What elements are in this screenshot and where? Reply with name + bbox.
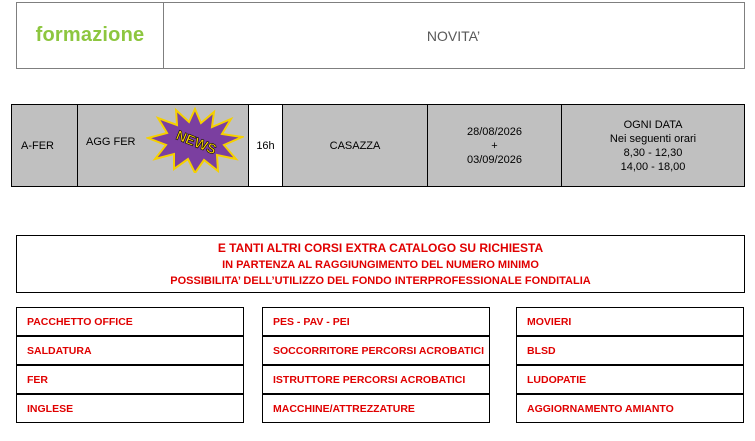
list-item: FER: [16, 365, 244, 394]
course-hours: 16h: [249, 105, 283, 186]
news-badge-text: NEWS: [173, 126, 219, 158]
list-item: INGLESE: [16, 394, 244, 423]
schedule-subtitle: Nei seguenti orari: [609, 132, 697, 145]
course-schedule: [562, 105, 744, 186]
list-item: MOVIERI: [516, 307, 744, 336]
schedule-title: OGNI DATA: [623, 118, 683, 131]
list-item: PES - PAV - PEI: [262, 307, 490, 336]
date-end: 03/09/2026: [466, 153, 523, 166]
list-item: BLSD: [516, 336, 744, 365]
list-item: LUDOPATIE: [516, 365, 744, 394]
schedule-afternoon: 14,00 - 18,00: [620, 160, 686, 173]
extra-courses-column-2: [262, 307, 490, 423]
course-name-cell: [78, 105, 249, 186]
date-separator: +: [491, 139, 498, 152]
course-dates: [428, 105, 562, 186]
course-place: CASAZZA: [283, 105, 428, 186]
news-badge-icon: [146, 107, 244, 173]
list-item: AGGIORNAMENTO AMIANTO: [516, 394, 744, 423]
course-name: AGG FER: [86, 136, 136, 148]
banner-line-2: IN PARTENZA AL RAGGIUNGIMENTO DEL NUMERO MINIMO: [222, 258, 539, 271]
list-item: MACCHINE/ATTREZZATURE: [262, 394, 490, 423]
banner-line-1: E TANTI ALTRI CORSI EXTRA CATALOGO SU RICHIESTA: [217, 240, 544, 255]
course-row: [11, 104, 745, 187]
extra-courses-column-3: [516, 307, 744, 423]
formazione-logo: [36, 24, 145, 47]
list-item: SALDATURA: [16, 336, 244, 365]
banner-line-3: POSSIBILITA’ DELL’UTILIZZO DEL FONDO INTERPROFESSIONALE FONDITALIA: [170, 274, 591, 287]
logo-cell: [17, 3, 164, 68]
date-start: 28/08/2026: [466, 125, 523, 138]
list-item: SOCCORRITORE PERCORSI ACROBATICI: [262, 336, 490, 365]
schedule-morning: 8,30 - 12,30: [623, 146, 683, 159]
list-item: ISTRUTTORE PERCORSI ACROBATICI: [262, 365, 490, 394]
course-code: A-FER: [12, 105, 78, 186]
list-item: PACCHETTO OFFICE: [16, 307, 244, 336]
header-table: [16, 2, 745, 69]
page-title: NOVITA’: [426, 27, 481, 44]
logo-text: formazione: [35, 24, 145, 46]
extra-courses-column-1: [16, 307, 244, 423]
extra-courses-banner: [16, 235, 745, 293]
